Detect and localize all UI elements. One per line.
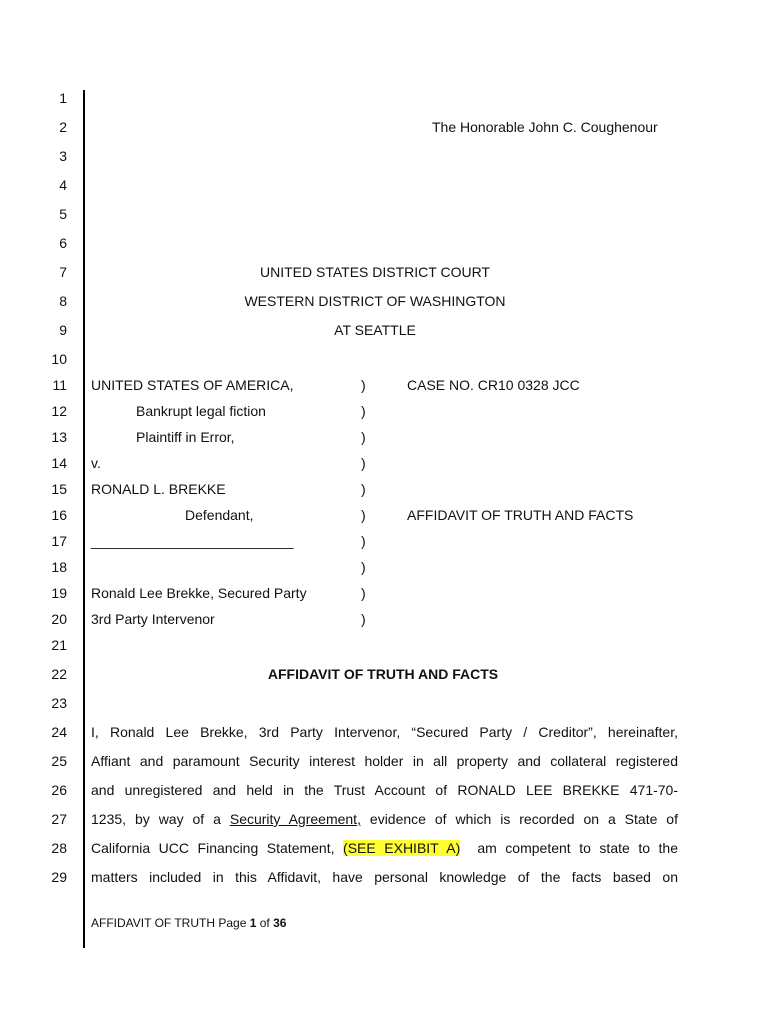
body-line-29 (91, 869, 678, 885)
line-number: 26 (51, 782, 67, 798)
line-number: 14 (51, 455, 67, 471)
body-line-27 (91, 811, 678, 827)
defendant-name: RONALD L. BREKKE (91, 481, 226, 497)
line-number: 7 (59, 264, 67, 280)
body-line-25 (91, 753, 678, 769)
court-name: UNITED STATES DISTRICT COURT (260, 264, 490, 280)
line-number: 29 (51, 869, 67, 885)
caption-document-title: AFFIDAVIT OF TRUTH AND FACTS (407, 507, 634, 523)
line-number: 18 (51, 559, 67, 575)
versus: v. (91, 455, 101, 471)
line-number: 4 (59, 177, 67, 193)
footer-label: AFFIDAVIT OF TRUTH Page (91, 916, 250, 930)
line-number: 25 (51, 753, 67, 769)
body-text: California UCC Financing Statement, (91, 840, 344, 856)
line-number: 11 (52, 377, 67, 393)
line-number: 2 (59, 119, 67, 135)
court-location: AT SEATTLE (334, 322, 416, 338)
line-number: 23 (51, 695, 67, 711)
line-number: 3 (59, 148, 67, 164)
footer-page-total: 36 (273, 916, 287, 930)
line-number: 1 (59, 90, 67, 106)
line-number: 19 (51, 585, 67, 601)
caption-parenthesis: ) (361, 611, 366, 627)
line-number: 22 (51, 666, 67, 682)
affidavit-heading: AFFIDAVIT OF TRUTH AND FACTS (267, 666, 499, 682)
intervenor-name: Ronald Lee Brekke, Secured Party (91, 585, 307, 601)
body-text: and unregistered and held in the Trust Account of RONALD LEE BREKKE 471-70- (91, 782, 678, 798)
body-text: am competent to state to the (460, 840, 678, 856)
line-number: 16 (51, 507, 67, 523)
line-number: 27 (51, 811, 67, 827)
line-number: 24 (51, 724, 67, 740)
line-number: 5 (59, 206, 67, 222)
page-footer (91, 915, 286, 931)
caption-parenthesis: ) (361, 429, 366, 445)
defendant-role: Defendant, (185, 507, 254, 523)
margin-rule (83, 90, 85, 948)
plaintiff-name: UNITED STATES OF AMERICA, (91, 377, 294, 393)
caption-separator: __________________________ (91, 533, 294, 549)
body-text: matters included in this Affidavit, have personal knowledge of the facts based on (91, 869, 678, 885)
body-line-26 (91, 782, 678, 798)
caption-parenthesis: ) (361, 559, 366, 575)
exhibit-a-highlight: (SEE EXHIBIT A) (343, 840, 461, 856)
footer-of: of (256, 916, 274, 930)
case-number: CASE NO. CR10 0328 JCC (407, 377, 580, 393)
line-number: 21 (51, 637, 67, 653)
line-number: 9 (59, 322, 67, 338)
body-text: “Secured Party / Creditor”, hereinafter, (411, 724, 678, 740)
body-text: I, Ronald Lee Brekke, 3rd Party Intervenor, (91, 724, 412, 740)
court-district: WESTERN DISTRICT OF WASHINGTON (244, 293, 506, 309)
footer-page-number: 1 (249, 916, 257, 930)
line-number: 20 (51, 611, 67, 627)
caption-parenthesis: ) (361, 403, 366, 419)
caption-parenthesis: ) (361, 533, 366, 549)
body-text: Affiant and paramount Security interest holder in all property and collateral registered (91, 753, 678, 769)
plaintiff-note: Bankrupt legal fiction (136, 403, 266, 419)
caption-parenthesis: ) (361, 377, 366, 393)
caption-parenthesis: ) (361, 585, 366, 601)
line-number: 10 (51, 351, 67, 367)
line-number: 17 (51, 533, 67, 549)
plaintiff-role: Plaintiff in Error, (136, 429, 235, 445)
body-line-24 (91, 724, 678, 740)
line-number: 12 (51, 403, 67, 419)
security-agreement-link[interactable]: Security Agreement, (229, 811, 361, 827)
body-line-28 (91, 840, 678, 856)
intervenor-role: 3rd Party Intervenor (91, 611, 215, 627)
line-number: 6 (59, 235, 67, 251)
line-number: 15 (51, 481, 67, 497)
body-text: evidence of which is recorded on a State of (360, 811, 678, 827)
line-number: 28 (51, 840, 67, 856)
caption-parenthesis: ) (361, 455, 366, 471)
line-number: 13 (51, 429, 67, 445)
line-number: 8 (59, 293, 67, 309)
caption-parenthesis: ) (361, 507, 366, 523)
body-text: 1235, by way of a (91, 811, 230, 827)
caption-parenthesis: ) (361, 481, 366, 497)
judge-name: The Honorable John C. Coughenour (432, 119, 658, 135)
